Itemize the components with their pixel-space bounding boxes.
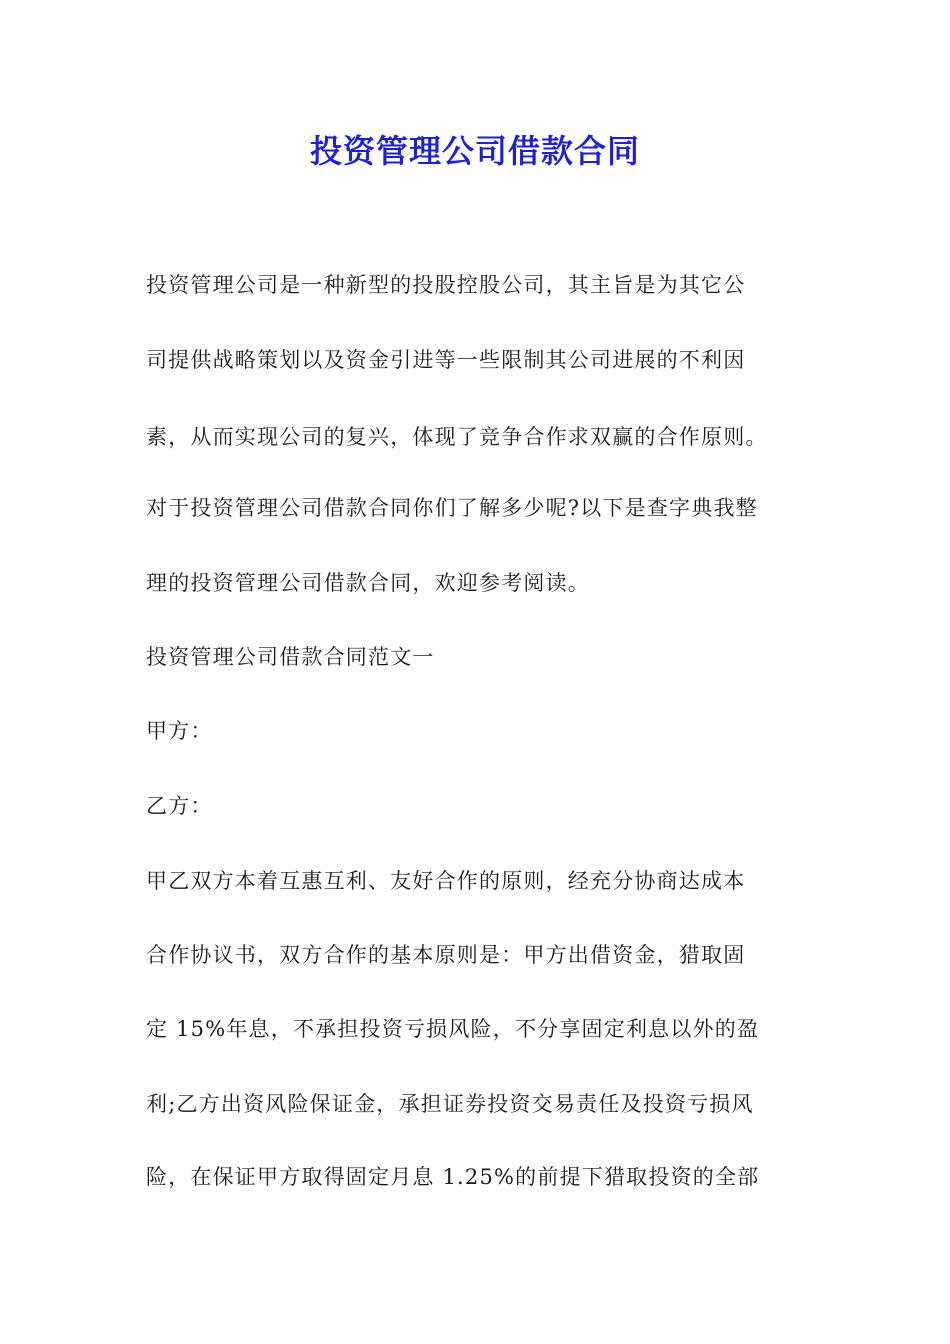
clause-line-4: 利;乙方出资风险保证金，承担证券投资交易责任及投资亏损风 bbox=[146, 1092, 754, 1116]
party-b-label: 乙方： bbox=[146, 794, 213, 818]
clause-line-1: 甲乙双方本着互惠互利、友好合作的原则，经充分协商达成本 bbox=[146, 869, 746, 893]
clause-line-3: 定 15%年息，不承担投资亏损风险，不分享固定利息以外的盈 bbox=[146, 1017, 760, 1041]
clause-line-2: 合作协议书，双方合作的基本原则是：甲方出借资金，猎取固 bbox=[146, 943, 746, 967]
intro-line-2: 司提供战略策划以及资金引进等一些限制其公司进展的不利因 bbox=[146, 348, 746, 372]
intro-line-4: 对于投资管理公司借款合同你们了解多少呢?以下是查字典我整 bbox=[146, 496, 758, 520]
intro-line-3: 素，从而实现公司的复兴，体现了竞争合作求双赢的合作原则。 bbox=[146, 425, 768, 449]
section-heading: 投资管理公司借款合同范文一 bbox=[146, 645, 435, 669]
intro-line-1: 投资管理公司是一种新型的投股控股公司，其主旨是为其它公 bbox=[146, 273, 746, 297]
party-a-label: 甲方： bbox=[146, 719, 213, 743]
intro-line-5: 理的投资管理公司借款合同，欢迎参考阅读。 bbox=[146, 571, 590, 595]
document-title: 投资管理公司借款合同 bbox=[309, 132, 640, 170]
clause-line-5: 险，在保证甲方取得固定月息 1.25%的前提下猎取投资的全部 bbox=[146, 1165, 760, 1189]
